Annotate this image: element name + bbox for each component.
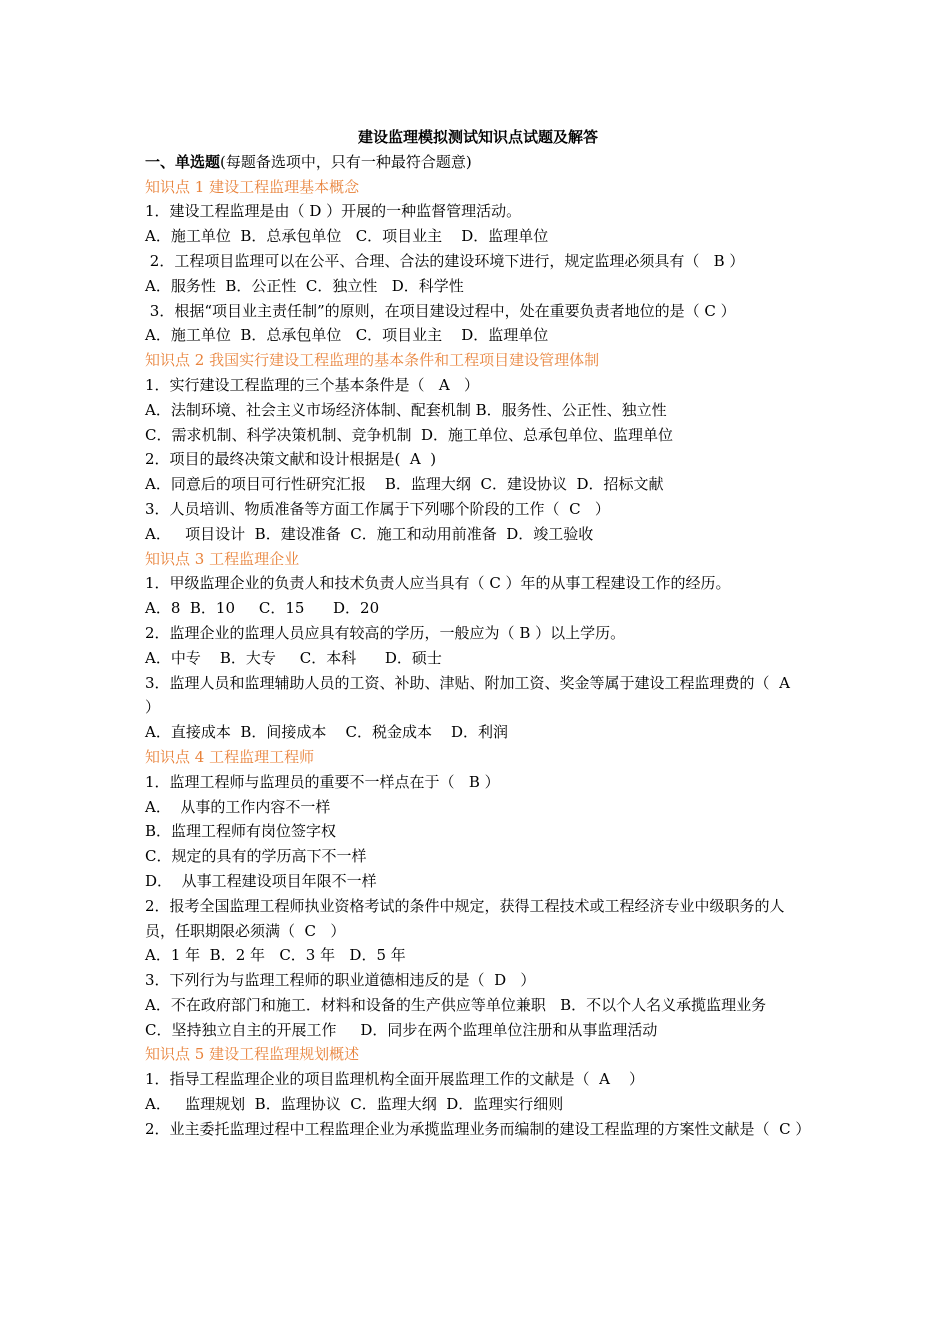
document-line: 1．监理工程师与监理员的重要不一样点在于（ B ） [145, 772, 500, 791]
knowledge-point-heading: 知识点 4 工程监理工程师 [145, 747, 315, 766]
section-heading-label: 一、单选题 [145, 152, 221, 171]
knowledge-point-heading: 知识点 2 我国实行建设工程监理的基本条件和工程项目建设管理体制 [145, 351, 600, 370]
document-line: 2．报考全国监理工程师执业资格考试的条件中规定，获得工程技术或工程经济专业中级职务的人员，任职期限必须满（ C ） [145, 896, 785, 940]
document-line: A．中专 B．大专 C．本科 D．硕士 [145, 648, 442, 667]
document-line: A．施工单位 B．总承包单位 C．项目业主 D．监理单位 [145, 227, 549, 246]
document-line: 3．人员培训、物质准备等方面工作属于下列哪个阶段的工作（ C ） [145, 499, 610, 518]
document-line: A．1 年 B．2 年 C．3 年 D．5 年 [145, 946, 406, 965]
knowledge-point-heading: 知识点 5 建设工程监理规划概述 [145, 1045, 360, 1064]
document-body [145, 125, 811, 1142]
section-heading [145, 150, 811, 175]
document-line: 2．工程项目监理可以在公平、合理、合法的建设环境下进行，规定监理必须具有（ B ） [145, 251, 745, 270]
document-line: A．服务性 B．公正性 C．独立性 D．科学性 [145, 276, 464, 295]
document-line: A．施工单位 B．总承包单位 C．项目业主 D．监理单位 [145, 326, 549, 345]
document-line: A． 从事的工作内容不一样 [145, 797, 331, 816]
document-line: C．规定的具有的学历高下不一样 [145, 847, 367, 866]
document-line: A．直接成本 B．间接成本 C．税金成本 D．利润 [145, 723, 509, 742]
document-line: C．坚持独立自主的开展工作 D．同步在两个监理单位注册和从事监理活动 [145, 1020, 658, 1039]
document-line: A．同意后的项目可行性研究汇报 B．监理大纲 C．建设协议 D．招标文献 [145, 475, 664, 494]
document-line: 2．监理企业的监理人员应具有较高的学历，一般应为（ B ）以上学历。 [145, 623, 626, 642]
knowledge-point-heading: 知识点 3 工程监理企业 [145, 549, 300, 568]
document-line: A． 监理规划 B．监理协议 C．监理大纲 D．监理实行细则 [145, 1095, 564, 1114]
document-line: B．监理工程师有岗位签字权 [145, 822, 337, 841]
section-heading-note: (每题备选项中，只有一种最符合题意) [220, 152, 472, 171]
document-line: 3．监理人员和监理辅助人员的工资、补助、津贴、附加工资、奖金等属于建设工程监理费的（ A ） [145, 673, 805, 717]
knowledge-point-heading: 知识点 1 建设工程监理基本概念 [145, 177, 360, 196]
document-line: 1．指导工程监理企业的项目监理机构全面开展监理工作的文献是（ A ） [145, 1070, 644, 1089]
document-title: 建设监理模拟测试知识点试题及解答 [357, 128, 598, 146]
document-line: 2．项目的最终决策文献和设计根据是( A ) [145, 450, 437, 469]
document-line: 1．甲级监理企业的负责人和技术负责人应当具有（ C ）年的从事工程建设工作的经历。 [145, 574, 731, 593]
document-line: D． 从事工程建设项目年限不一样 [145, 871, 377, 890]
document-line: A．8 B．10 C．15 D．20 [145, 599, 380, 618]
document-line: A．不在政府部门和施工．材料和设备的生产供应等单位兼职 B．不以个人名义承揽监理业务 [145, 995, 767, 1014]
document-line: 3．下列行为与监理工程师的职业道德相违反的是（ D ） [145, 971, 536, 990]
document-line: 2．业主委托监理过程中工程监理企业为承揽监理业务而编制的建设工程监理的方案性文献是（ C ） [145, 1119, 811, 1138]
document-line: C．需求机制、科学决策机制、竞争机制 D．施工单位、总承包单位、监理单位 [145, 425, 674, 444]
question-list [145, 175, 811, 1142]
document-line: 1．建设工程监理是由（ D ）开展的一种监督管理活动。 [145, 202, 522, 221]
document-line: A． 项目设计 B．建设准备 C．施工和动用前准备 D．竣工验收 [145, 524, 594, 543]
document-line: 1．实行建设工程监理的三个基本条件是（ A ） [145, 375, 479, 394]
document-line: 3．根据“项目业主责任制”的原则，在项目建设过程中，处在重要负责者地位的是（ C ） [145, 301, 736, 320]
document-line: A．法制环境、社会主义市场经济体制、配套机制 B．服务性、公正性、独立性 [145, 400, 667, 419]
